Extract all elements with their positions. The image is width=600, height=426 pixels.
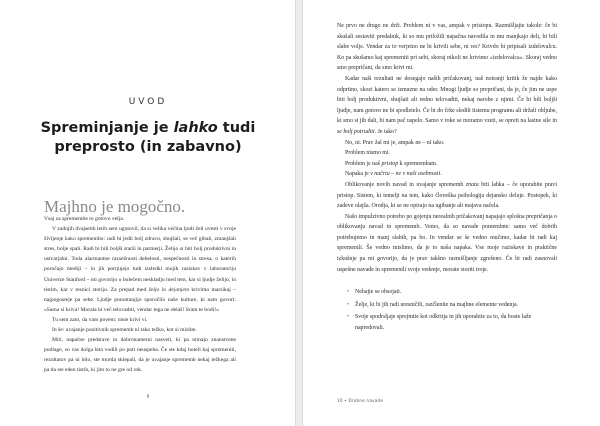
paragraph bbox=[44, 224, 236, 315]
paragraph: Tu sem zato, da vam povem: niste krivi vi. bbox=[52, 316, 148, 323]
text-run: . bbox=[440, 171, 442, 178]
chapter-title bbox=[0, 119, 296, 157]
text-run: . Je tako? bbox=[374, 128, 397, 135]
text-run: Napaka je bbox=[345, 171, 371, 178]
chapter-title-emphasis: lahko bbox=[173, 120, 218, 136]
emphasis: v načrtu – ne v naši osebnosti bbox=[370, 171, 441, 178]
page-number: 10 bbox=[337, 398, 343, 403]
paragraph bbox=[337, 180, 557, 212]
text-run: krivimo marsikaj – najpogosteje pa sebe. Ljudje ponotranjijo sporočilo naše kulture, ki nam govori: »Sama si kriva! Morala bi več telovaditi, vendar tega ne delaš! Sram te bodi!« bbox=[44, 286, 237, 313]
paragraph: In še: uvajanje pozitivnih sprememb ni tako težko, kot si mislite. bbox=[52, 327, 197, 334]
paragraph: Miti, napačne predstave in dobronamerni nasveti, ki pa nimajo znanstvene podlage, so vas dolga leta vodili po poti neuspeha. Če ste kdaj hoteli kaj spremeniti, rezultatov pa ni bilo, ste morda sklepali, da je uvajanje sprememb nekaj težkega ali pa da ste eden tistih, ki jim to ne gre od rok. bbox=[44, 337, 236, 374]
emphasis: gotovo bbox=[365, 107, 382, 114]
left-body-text bbox=[44, 214, 236, 376]
emphasis: se bolj potruditi bbox=[337, 128, 375, 135]
left-page bbox=[0, 0, 296, 426]
text-run: biti lahka – če uporabite pravi pristop. Sistem, ki temelji na tem, kako človeška psihologija dejansko deluje. Postopek, ki zadeve olajša. Orodja, ki se ne opirajo na ugibanje ali majava načela. bbox=[337, 181, 557, 210]
paragraph bbox=[337, 159, 557, 170]
bullet-text: Želje, ki bi jih radi uresničili, razčlenite na majhne elemente vedenja. bbox=[355, 301, 519, 308]
emphasis: znata bbox=[465, 181, 479, 188]
paragraph: Našo impulzivno potrebo po gojenju nerealnih pričakovanj napajajo splošna prepričanja o oblikovanju navad in sprememb. Vemo, da so navade pomembne: samo več dobrih potrebujemo in manj slabih, pa bo. In vendar se še vedno mučimo, kadar bi radi kaj spremenili. Še vedno mislimo, da je to naša napaka. Vse moje raziskave in praktične izkušnje pa mi govorijo, da je prav takšno razmišljanje zgrešeno. Če bi radi zasnovali uspešne navade in spremenili svoje vedenje, morate storiti troje. bbox=[337, 213, 557, 273]
paragraph: No, ni. Prav žal mi je, ampak ne – ni tako. bbox=[345, 139, 445, 146]
bullet-item bbox=[347, 287, 557, 298]
text-run: V zadnjih dvajsetih letih sem ugotovil, da si velika večina ljudi želi uvesti v svoje življenje kako spremembo: radi bi jedli bolj zdravo, shujšali, se več gibali, zmanjšali stres, bolje spali. Radi bi bili boljši starši in partnerji. Želijo si biti bolj produktivni in ustvarjalni. Toda alarmantne razsežnosti debelosti, nespečnosti in stresa, o katerih poročajo mediji – in jih potrjujejo tudi izsledki mojih raziskav v laboratoriju Univerze Stanford – mi govorijo o bolečem neskladju med tem, kar si ljudje želijo, in tistim, kar v resnici storijo. Za prepad med bbox=[44, 226, 236, 293]
text-run: Problem je naš bbox=[345, 160, 382, 167]
bullet-text: Nehajte se obsojati. bbox=[355, 289, 402, 296]
book-title: Drobne navade bbox=[348, 398, 384, 403]
bullet-dot-icon: • bbox=[347, 301, 350, 308]
running-footer bbox=[337, 398, 383, 403]
chapter-title-line2: preprosto (in zabavno) bbox=[54, 139, 242, 155]
right-body-text bbox=[337, 21, 557, 336]
paragraph bbox=[337, 169, 557, 180]
text-run: Kadar naši rezultati ne dosegajo naših pričakovanj, naš notranji kritik že najde kako odprtino, skozi katero se izmuzne na oder. Mnogi ljudje so prepričani, da je, če jim ne uspe biti bolj produktivni, shujšati ali redno telovaditi, nekaj narobe z njimi. Če bi bili boljši ljudje, nam bbox=[337, 75, 557, 114]
emphasis: dejanjem bbox=[168, 286, 190, 293]
bullet-list bbox=[337, 287, 557, 333]
section-heading: Majhno je mogočno. bbox=[44, 197, 186, 216]
bullet-dot-icon: • bbox=[347, 314, 350, 321]
paragraph: Vsaj za spremembe to gotovo velja. bbox=[44, 216, 125, 222]
text-run: k spremembam. bbox=[398, 160, 438, 167]
bullet-text: Svoje spodrsljaje sprejmite kot odkritja in jih uporabite za to, da boste laže napredovali. bbox=[355, 314, 532, 332]
text-run: in bbox=[159, 286, 169, 293]
chapter-title-part2: tudi bbox=[217, 120, 256, 136]
paragraph: Ne prvo ne drugo ne drži. Problem ni v vas, ampak v pristopu. Razmišljajte takole: če bi skušali sestaviti predalnik, ki so mu priložili napačna navodila in mu manjkajo deli, bi bili slabe volje. Vendar za to verjetno ne bi krivili sebe, ni res? Krivdo bi pripisali izdelovalcu. Ko pa skušamo kaj spremeniti pri sebi, skoraj nikoli ne krivimo »izdelovalca«. Skoraj vedno smo prepričani, da smo krivi mi. bbox=[337, 23, 557, 72]
bullet-item bbox=[347, 312, 557, 333]
chapter-label: UVOD bbox=[128, 97, 168, 107]
emphasis: pristop bbox=[381, 160, 399, 167]
chapter-title-part1: Spreminjanje je bbox=[40, 120, 174, 136]
footer-separator: • bbox=[344, 398, 347, 403]
bullet-item bbox=[347, 300, 557, 311]
paragraph bbox=[337, 74, 557, 138]
page-number: 9 bbox=[146, 395, 150, 400]
emphasis: željo bbox=[148, 286, 160, 293]
text-run: ne bi spodletelo. Če bi do črke sledili tistemu programu ali držali obljube, ki smo si jih dali, bi nam pač uspelo. Samo v roke se moramo vzeti, se opreti na lastne sile in bbox=[337, 107, 557, 125]
bullet-dot-icon: • bbox=[347, 289, 350, 296]
text-run: Oblikovanje novih navad in uvajanje sprememb bbox=[345, 181, 466, 188]
paragraph: Problem nismo mi. bbox=[345, 150, 390, 157]
